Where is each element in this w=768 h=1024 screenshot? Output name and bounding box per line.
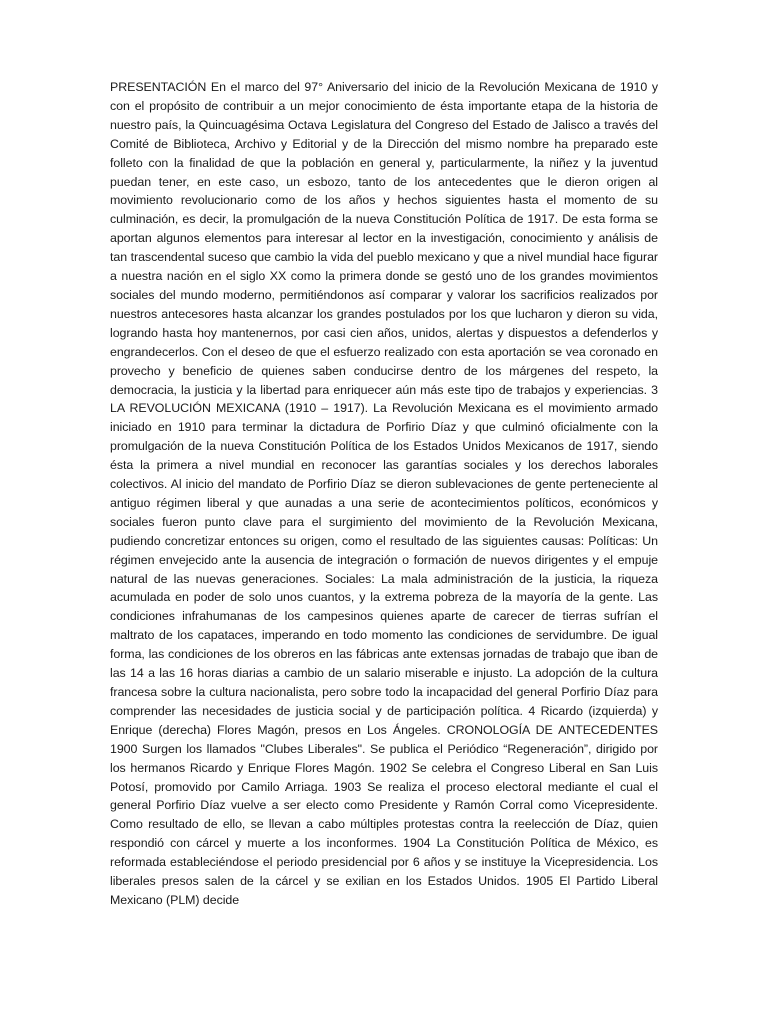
document-page — [110, 78, 658, 910]
document-body-text: PRESENTACIÓN En el marco del 97° Aniversario del inicio de la Revolución Mexicana de 1910 y con el propósito de contribuir a un mejor conocimiento de ésta importante etapa de la historia de nuestro país, la Quincuagésima Octava Legislatura del Congreso del Estado de Jalisco a través del Comité de Biblioteca, Archivo y Editorial y de la Dirección del mismo nombre ha preparado este folleto con la finalidad de que la población en general y, particularmente, la niñez y la juventud puedan tener, en este caso, un esbozo, tanto de los antecedentes que le dieron origen al movimiento revolucionario como de los años y hechos siguientes hasta el momento de su culminación, es decir, la promulgación de la nueva Constitución Política de 1917. De esta forma se aportan algunos elementos para interesar al lector en la investigación, conocimiento y análisis de tan trascendental suceso que cambio la vida del pueblo mexicano y que a nivel mundial hace figurar a nuestra nación en el siglo XX como la primera donde se gestó uno de los grandes movimientos sociales del mundo moderno, permitiéndonos así comparar y valorar los sacrificios realizados por nuestros antecesores hasta alcanzar los grandes postulados por los que lucharon y dieron su vida, logrando hasta hoy mantenernos, por casi cien años, unidos, alertas y dispuestos a defenderlos y engrandecerlos. Con el deseo de que el esfuerzo realizado con esta aportación se vea coronado en provecho y beneficio de quienes saben conducirse dentro de los márgenes del respeto, la democracia, la justicia y la libertad para enriquecer aún más este tipo de trabajos y experiencias. 3 LA REVOLUCIÓN MEXICANA (1910 – 1917). La Revolución Mexicana es el movimiento armado iniciado en 1910 para terminar la dictadura de Porfirio Díaz y que culminó oficialmente con la promulgación de la nueva Constitución Política de los Estados Unidos Mexicanos de 1917, siendo ésta la primera a nivel mundial en reconocer las garantías sociales y los derechos laborales colectivos. Al inicio del mandato de Porfirio Díaz se dieron sublevaciones de gente perteneciente al antiguo régimen liberal y que aunadas a una serie de acontecimientos políticos, económicos y sociales fueron punto clave para el surgimiento del movimiento de la Revolución Mexicana, pudiendo concretizar entonces su origen, como el resultado de las siguientes causas: Políticas: Un régimen envejecido ante la ausencia de integración o formación de nuevos dirigentes y el empuje natural de las nuevas generaciones. Sociales: La mala administración de la justicia, la riqueza acumulada en poder de solo unos cuantos, y la extrema pobreza de la mayoría de la gente. Las condiciones infrahumanas de los campesinos quienes aparte de carecer de tierras sufrían el maltrato de los capataces, imperando en todo momento las condiciones de servidumbre. De igual forma, las condiciones de los obreros en las fábricas ante extensas jornadas de trabajo que iban de las 14 a las 16 horas diarias a cambio de un salario miserable e injusto. La adopción de la cultura francesa sobre la cultura nacionalista, pero sobre todo la incapacidad del general Porfirio Díaz para comprender las necesidades de justicia social y de participación política. 4 Ricardo (izquierda) y Enrique (derecha) Flores Magón, presos en Los Ángeles. CRONOLOGÍA DE ANTECEDENTES 1900 Surgen los llamados "Clubes Liberales". Se publica el Periódico “Regeneración”, dirigido por los hermanos Ricardo y Enrique Flores Magón. 1902 Se celebra el Congreso Liberal en San Luis Potosí, promovido por Camilo Arriaga. 1903 Se realiza el proceso electoral mediante el cual el general Porfirio Díaz vuelve a ser electo como Presidente y Ramón Corral como Vicepresidente. Como resultado de ello, se llevan a cabo múltiples protestas contra la reelección de Díaz, quien respondió con cárcel y muerte a los inconformes. 1904 La Constitución Política de México, es reformada estableciéndose el periodo presidencial por 6 años y se instituye la Vicepresidencia. Los liberales presos salen de la cárcel y se exilian en los Estados Unidos. 1905 El Partido Liberal Mexicano (PLM) decide — [110, 80, 658, 907]
